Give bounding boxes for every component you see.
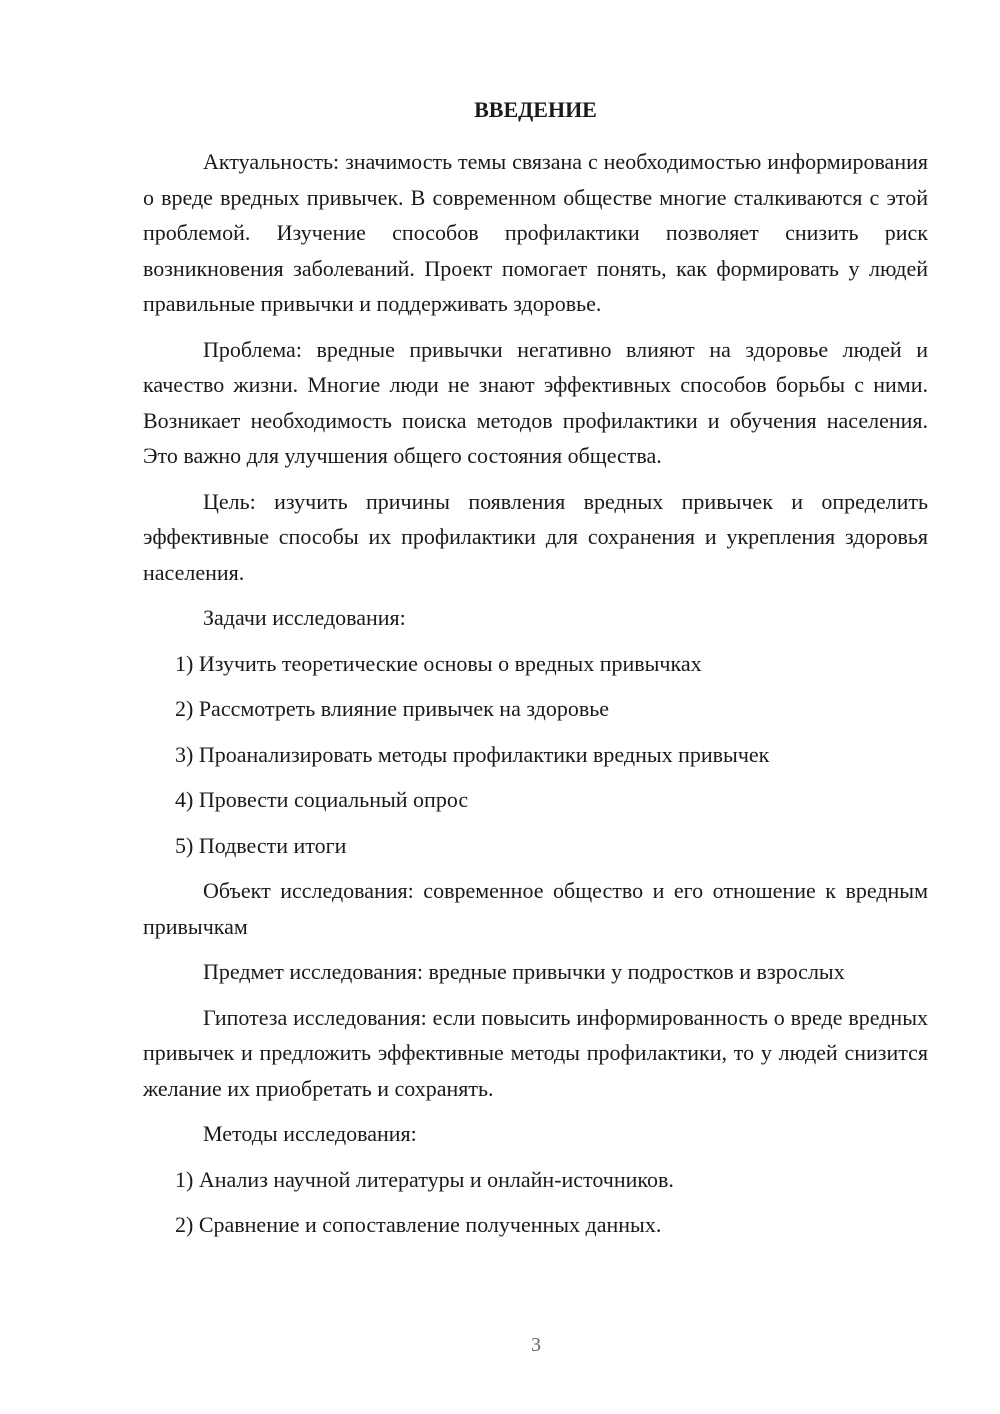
goal-paragraph: Цель: изучить причины появления вредных привычек и определить эффективные способы их профилактики для сохранения и укрепления здоровья населения.: [143, 488, 928, 585]
methods-title: Методы исследования:: [203, 1121, 417, 1146]
task-item: 2) Рассмотреть влияние привычек на здоровье: [175, 696, 610, 721]
problem-paragraph: Проблема: вредные привычки негативно влияют на здоровье людей и качество жизни. Многие люди не знают эффективных способов борьбы с ними. Возникает необходимость поиска методов профилактики и обучения населения. Это важно для улучшения общего состояния общества.: [143, 336, 928, 468]
task-item: 5) Подвести итоги: [175, 832, 347, 858]
page-number: 3: [531, 1334, 541, 1356]
tasks-list: [143, 646, 928, 864]
object-paragraph: Объект исследования: современное общество и его отношение к вредным привычкам: [143, 878, 928, 939]
task-item: 4) Провести социальный опрос: [175, 787, 469, 812]
hypothesis-paragraph: Гипотеза исследования: если повысить информированность о вреде вредных привычек и предложить эффективные методы профилактики, то у людей снизится желание их приобретать и сохранять.: [143, 1004, 928, 1101]
methods-list: [143, 1162, 928, 1243]
method-item: 1) Анализ научной литературы и онлайн-источников.: [175, 1166, 674, 1192]
task-item: 1) Изучить теоретические основы о вредных привычках: [175, 650, 702, 676]
relevance-paragraph: Актуальность: значимость темы связана с необходимостью информирования о вреде вредных привычек. В современном обществе многие сталкиваются с этой проблемой. Изучение способов профилактики позволяет снизить риск возникновения заболеваний. Проект помогает понять, как формировать у людей правильные привычки и поддерживать здоровье.: [143, 149, 928, 316]
page-content: [143, 92, 928, 1253]
section-heading: ВВЕДЕНИЕ: [474, 97, 597, 122]
task-item: 3) Проанализировать методы профилактики вредных привычек: [175, 741, 770, 767]
method-item: 2) Сравнение и сопоставление полученных данных.: [175, 1212, 662, 1237]
subject-paragraph: Предмет исследования: вредные привычки у подростков и взрослых: [203, 959, 845, 984]
tasks-title: Задачи исследования:: [203, 605, 406, 630]
